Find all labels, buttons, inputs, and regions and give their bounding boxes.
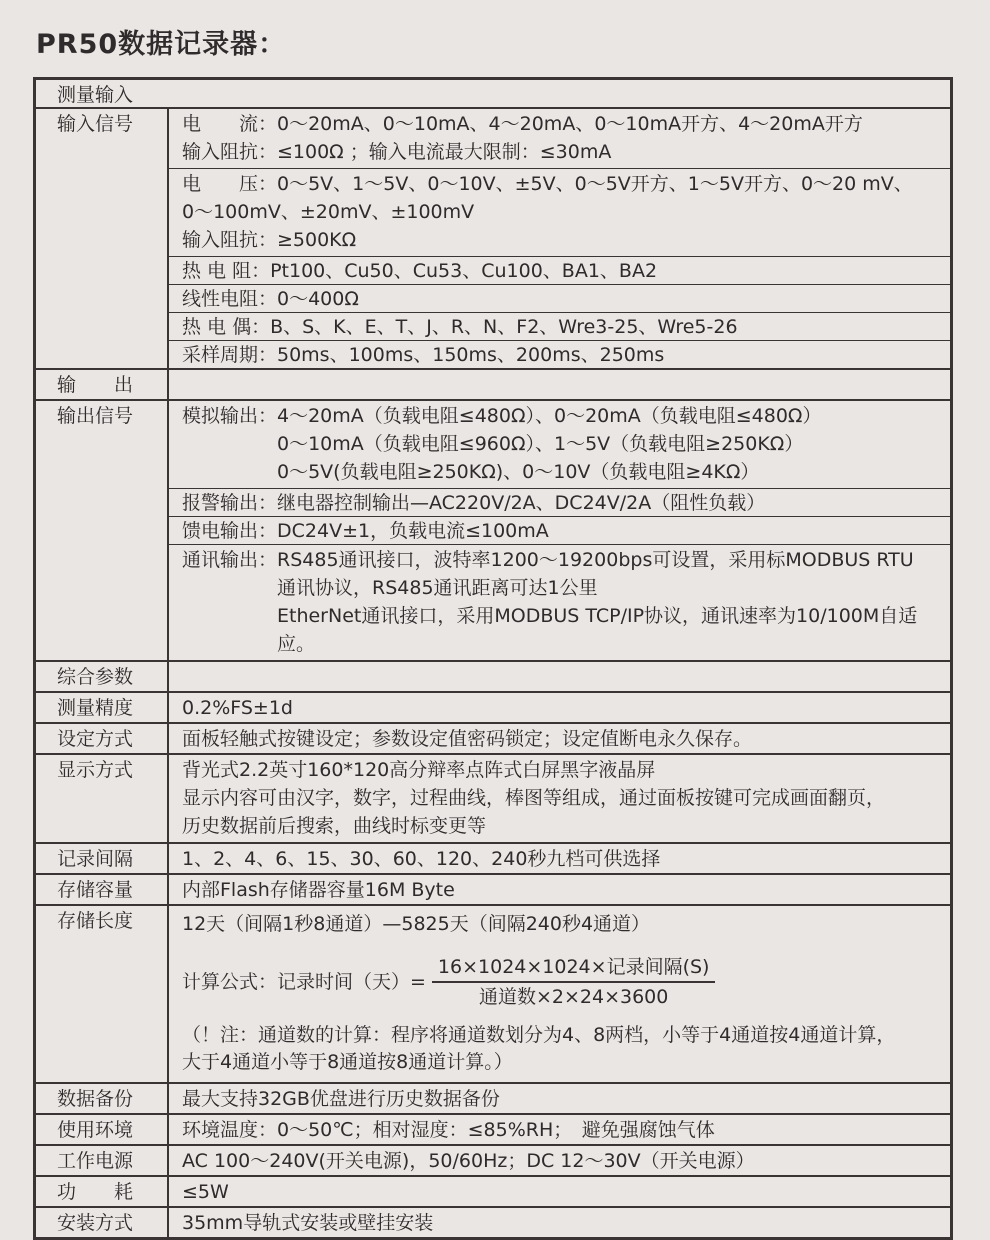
cell-general-empty (169, 662, 950, 691)
spec-line: 通讯输出：RS485通讯接口，波特率1200～19200bps可设置，采用标MODBUS RTU (182, 549, 914, 571)
section-label-output: 输 出 (36, 370, 169, 399)
spec-line: 大于4通道小等于8通道按8通道计算。） (182, 1051, 513, 1073)
section-row-general-params (36, 660, 950, 691)
spec-line: 0～10mA（负载电阻≤960Ω）、1～5V（负载电阻≥250KΩ） (277, 433, 804, 455)
spec-line: 输入阻抗：≥500KΩ (182, 229, 357, 251)
row-label-power: 工作电源 (36, 1146, 169, 1175)
storage-formula (182, 954, 944, 1010)
spec-line: 显示内容可由汉字，数字，过程曲线，棒图等组成，通过面板按键可完成画面翻页， (182, 787, 886, 809)
spec-line: 0～100mV、±20mV、±100mV (182, 201, 475, 223)
row-label-backup: 数据备份 (36, 1084, 169, 1113)
formula-denominator: 通道数×2×24×3600 (478, 986, 669, 1008)
cell-storage-length (169, 906, 950, 1082)
row-environment (36, 1113, 950, 1144)
spec-line: （！注：通道数的计算：程序将通道数划分为4、8两档，小等于4通道按4通道计算， (182, 1024, 896, 1046)
cell-voltage (169, 168, 950, 256)
section-row-output (36, 368, 950, 399)
page-title: PR50数据记录器： (36, 29, 287, 60)
row-power (36, 1144, 950, 1175)
row-storage-capacity (36, 873, 950, 904)
cell-power: AC 100～240V(开关电源)，50/60Hz；DC 12～30V（开关电源） (182, 1149, 755, 1172)
formula-numerator: 16×1024×1024×记录间隔(S) (432, 954, 716, 983)
spec-line: EtherNet通讯接口，采用MODBUS TCP/IP协议，通讯速率为10/100M自适应。 (277, 605, 918, 655)
storage-range: 12天（间隔1秒8通道）—5825天（间隔240秒4通道） (182, 913, 651, 935)
cell-environment: 环境温度：0～50℃；相对湿度：≤85%RH； 避免强腐蚀气体 (182, 1118, 715, 1141)
row-label-storage-length: 存储长度 (36, 906, 169, 1082)
cell-thermocouple: 热 电 偶：B、S、K、E、T、J、R、N、F2、Wre3-25、Wre5-26 (169, 312, 950, 340)
cell-storage-capacity: 内部Flash存储器容量16M Byte (182, 878, 455, 901)
spec-table (33, 77, 953, 1240)
cell-record-interval: 1、2、4、6、15、30、60、120、240秒九档可供选择 (182, 847, 661, 870)
row-label-display: 显示方式 (36, 755, 169, 842)
storage-note (182, 1022, 944, 1076)
row-mounting (36, 1206, 950, 1237)
row-label-environment: 使用环境 (36, 1115, 169, 1144)
row-label-setting: 设定方式 (36, 724, 169, 753)
row-accuracy (36, 691, 950, 722)
cell-accuracy: 0.2%FS±1d (182, 696, 293, 719)
cell-backup: 最大支持32GB优盘进行历史数据备份 (182, 1087, 500, 1110)
row-backup (36, 1082, 950, 1113)
input-signal-subrows (169, 109, 950, 368)
row-label-input-signal: 输入信号 (36, 109, 169, 368)
row-consumption (36, 1175, 950, 1206)
row-label-record-interval: 记录间隔 (36, 844, 169, 873)
row-input-signal (36, 107, 950, 368)
row-label-storage-capacity: 存储容量 (36, 875, 169, 904)
cell-output-empty (169, 370, 950, 399)
row-output-signal (36, 399, 950, 660)
output-signal-subrows (169, 401, 950, 660)
spec-line: 历史数据前后搜索，曲线时标变更等 (182, 815, 487, 837)
section-row-measurement-input (36, 80, 950, 107)
row-record-interval (36, 842, 950, 873)
cell-setting: 面板轻触式按键设定；参数设定值密码锁定；设定值断电永久保存。 (182, 727, 753, 750)
display-content (169, 755, 950, 842)
spec-line: 输入阻抗：≤100Ω ；输入电流最大限制：≤30mA (182, 141, 612, 163)
section-label-measurement-input: 测量输入 (57, 84, 134, 106)
spec-line: 电 流：0～20mA、0～10mA、4～20mA、0～10mA开方、4～20mA开方 (182, 113, 863, 135)
row-storage-length (36, 904, 950, 1082)
cell-display (169, 755, 950, 842)
row-label-consumption: 功 耗 (36, 1177, 169, 1206)
cell-comm-output (169, 544, 950, 660)
cell-feed-output: 馈电输出：DC24V±1，负载电流≤100mA (169, 516, 950, 544)
cell-current (169, 109, 950, 168)
cell-consumption: ≤5W (182, 1180, 229, 1203)
spec-line: 通讯协议，RS485通讯距离可达1公里 (277, 577, 598, 599)
row-label-mounting: 安装方式 (36, 1208, 169, 1237)
cell-alarm-output: 报警输出：继电器控制输出—AC220V/2A、DC24V/2A（阻性负载） (169, 488, 950, 516)
spec-line: 0～5V(负载电阻≥250KΩ)、0～10V（负载电阻≥4KΩ） (277, 461, 760, 483)
formula-prefix: 计算公式：记录时间（天）= (182, 971, 426, 993)
formula-fraction (432, 954, 716, 1010)
row-label-accuracy: 测量精度 (36, 693, 169, 722)
cell-rtd: 热 电 阻：Pt100、Cu50、Cu53、Cu100、BA1、BA2 (169, 256, 950, 284)
row-label-output-signal: 输出信号 (36, 401, 169, 660)
spec-line: 电 压：0～5V、1～5V、0～10V、±5V、0～5V开方、1～5V开方、0～20 mV、 (182, 173, 913, 195)
spec-line: 模拟输出：4～20mA（负载电阻≤480Ω）、0～20mA（负载电阻≤480Ω） (182, 405, 822, 427)
row-setting (36, 722, 950, 753)
spec-line: 背光式2.2英寸160*120高分辩率点阵式白屏黑字液晶屏 (182, 759, 656, 781)
cell-sampling-period: 采样周期：50ms、100ms、150ms、200ms、250ms (169, 340, 950, 368)
row-display (36, 753, 950, 842)
cell-linear-resistance: 线性电阻：0～400Ω (169, 284, 950, 312)
cell-mounting: 35mm导轨式安装或壁挂安装 (182, 1211, 434, 1234)
cell-analog-output (169, 401, 950, 488)
section-label-general-params: 综合参数 (36, 662, 169, 691)
